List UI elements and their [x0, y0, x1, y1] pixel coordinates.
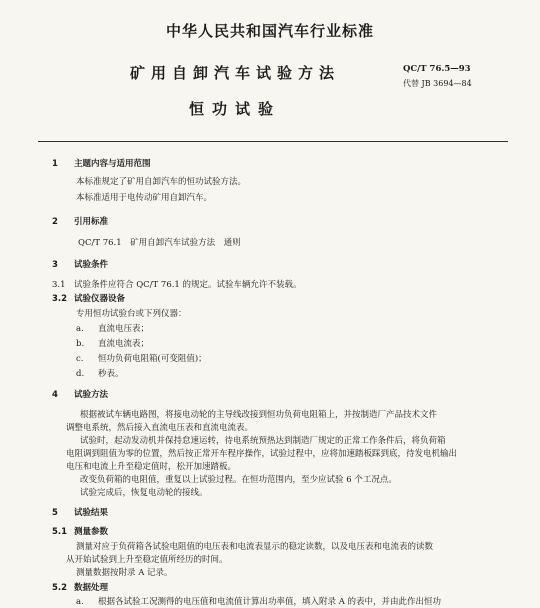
- clause-3-1: 3.1 试验条件应符合 QC/T 76.1 的规定。试验车辆允许不装载。: [52, 280, 302, 290]
- standard-code: QC/T 76.5—93: [403, 64, 471, 74]
- standard-title: 中华人民共和国汽车行业标准: [165, 22, 374, 40]
- list-item: a. 直流电压表；: [76, 324, 150, 334]
- section-1-paragraph: 本标准规定了矿用自卸汽车的恒功试验方法。: [76, 177, 247, 187]
- document-subtitle: 恒功试验: [188, 100, 281, 118]
- clause-3-2-heading: 3.2 试验仪器设备: [52, 294, 126, 304]
- section-5-heading: 5 试验结果: [52, 508, 109, 518]
- clause-5-1-line: 测量数据按附录 A 记录。: [76, 568, 173, 578]
- list-item: b. 直流电流表；: [76, 339, 150, 349]
- section-2-heading: 2 引用标准: [52, 217, 109, 227]
- clause-5-2-heading: 5.2 数据处理: [52, 583, 109, 593]
- clause-5-2-item: a. 根据各试验工况测得的电压值和电流值计算出功率值，填入附录 A 的表中，并由此作出恒功: [76, 597, 442, 607]
- section-4-line: 电压和电流上升至稳定值时，松开加速踏板。: [66, 462, 237, 472]
- reference-item: QC/T 76.1 矿用自卸汽车试验方法 通则: [78, 238, 241, 248]
- section-4-line: 调整电系统，然后接入直流电压表和直流电流表。: [66, 423, 254, 433]
- clause-5-1-heading: 5.1 测量参数: [52, 527, 109, 537]
- list-item: d. 秒表。: [76, 369, 124, 379]
- section-4-line: 根据被试车辆电路图，将接电动轮的主导线改接到恒功负荷电阻箱上，并按制造厂产品技术文件: [80, 410, 438, 420]
- section-4-line: 改变负荷箱的电阻值，重复以上试验过程。在恒功范围内，至少应试验 6 个工况点。: [80, 475, 397, 485]
- list-item: c. 恒功负荷电阻箱(可变阻值)；: [76, 354, 207, 364]
- section-4-heading: 4 试验方法: [52, 390, 109, 400]
- document-title: 矿用自卸汽车试验方法: [129, 64, 340, 82]
- section-1-paragraph: 本标准适用于电传动矿用自卸汽车。: [76, 193, 213, 203]
- section-4-line: 电阻调到阻值为零的位置，然后按正常开车程序操作，试验过程中，应将加速踏板踩到底，待发电机输出: [66, 449, 458, 459]
- section-3-heading: 3 试验条件: [52, 260, 109, 270]
- section-1-heading: 1 主题内容与适用范围: [52, 159, 151, 169]
- clause-5-1-line: 测量对应于负荷箱各试验电阻值的电压表和电流表显示的稳定读数，以及电压表和电流表的读数: [76, 542, 434, 552]
- section-4-line: 试验时，起动发动机并保持怠速运转，待电系统预热达到制造厂规定的正常工作条件后，将负荷箱: [80, 436, 446, 446]
- replaces-code: 代替 JB 3694—84: [403, 79, 472, 88]
- section-4-line: 试验完成后，恢复电动轮的接线。: [80, 488, 208, 498]
- clause-5-1-line: 从开始试验到上升至稳定值所经历的时间。: [66, 555, 228, 565]
- clause-3-2-intro: 专用恒功试验台或下列仪器：: [76, 309, 187, 319]
- header-divider: [38, 141, 508, 142]
